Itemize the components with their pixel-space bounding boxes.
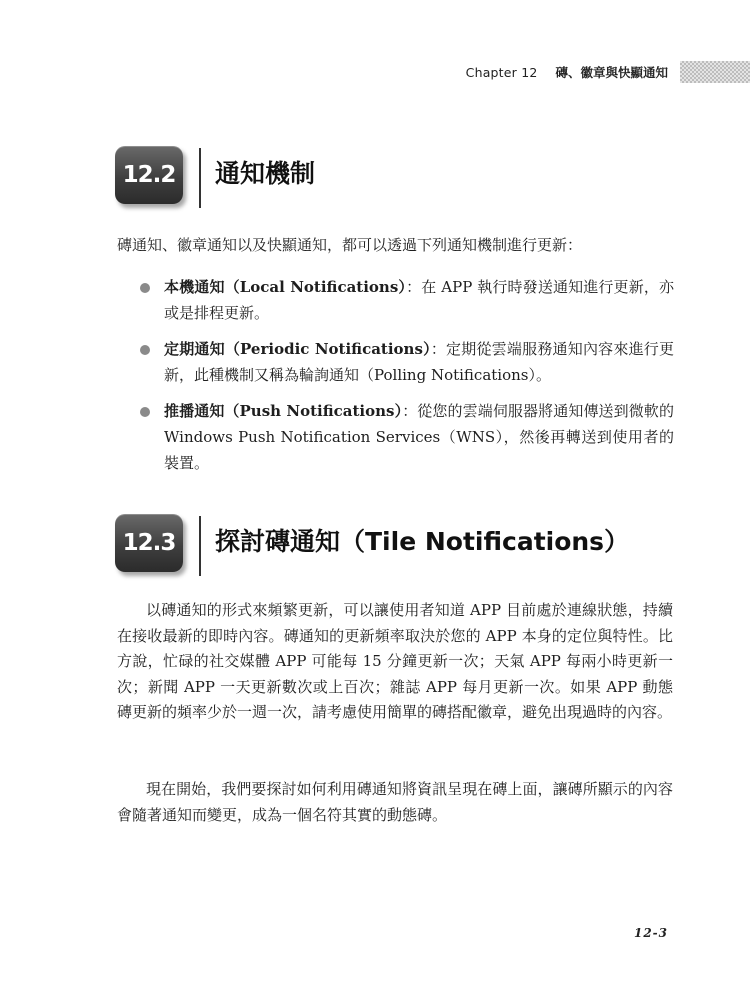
list-item-desc: ：在 APP 執行時發送通知進行更新，亦或是排程更新。 [164,278,674,322]
heading-divider [199,148,201,208]
bullet-icon [140,407,150,417]
notification-mechanism-list [140,275,674,487]
section-number-badge: 12.2 [115,146,183,204]
section-heading-12-3 [115,514,675,574]
section-title: 探討磚通知（Tile Notifications） [215,527,630,556]
list-item-term: 本機通知（Local Notifications） [164,278,407,296]
list-item [140,399,674,476]
section-number-badge: 12.3 [115,514,183,572]
section-title: 通知機制 [215,159,316,188]
list-item-desc: ：從您的雲端伺服器將通知傳送到微軟的 Windows Push Notification Services（WNS），然後再轉送到使用者的裝置。 [164,402,674,472]
bullet-icon [140,283,150,293]
intro-paragraph: 磚通知、徽章通知以及快顯通知，都可以透過下列通知機制進行更新： [117,236,583,254]
list-item [140,275,674,326]
bullet-icon [140,345,150,355]
chapter-title: 磚、徽章與快顯通知 [555,65,668,80]
heading-divider [199,516,201,576]
body-paragraph: 以磚通知的形式來頻繁更新，可以讓使用者知道 APP 目前處於連線狀態，持續在接收最新的即時內容。磚通知的更新頻率取決於您的 APP 本身的定位與特性。比方說，忙碌的社交媒體 APP 可能每 15 分鐘更新一次；天氣 APP 每兩小時更新一次；新聞 APP 一天更新數次或上百次；雜誌 APP 每月更新一次。如果 APP 動態磚更新的頻率少於一週一次，請考慮使用簡單的磚搭配徽章，避免出現過時的內容。 [117,601,673,722]
page-number: 12-3 [633,926,668,940]
list-item [140,337,674,388]
running-header-text [466,63,668,81]
list-item-term: 定期通知（Periodic Notifications） [164,340,431,359]
list-item-term: 推播通知（Push Notifications） [164,402,403,421]
section-heading-12-2 [115,146,675,206]
running-header [0,61,750,83]
header-pattern [680,61,750,83]
list-item-desc: ：定期從雲端服務通知內容來進行更新，此種機制又稱為輪詢通知（Polling Notifications）。 [164,340,674,384]
chapter-label: Chapter 12 [465,65,538,80]
body-paragraph: 現在開始，我們要探討如何利用磚通知將資訊呈現在磚上面，讓磚所顯示的內容會隨著通知而變更，成為一個名符其實的動態磚。 [117,780,673,824]
